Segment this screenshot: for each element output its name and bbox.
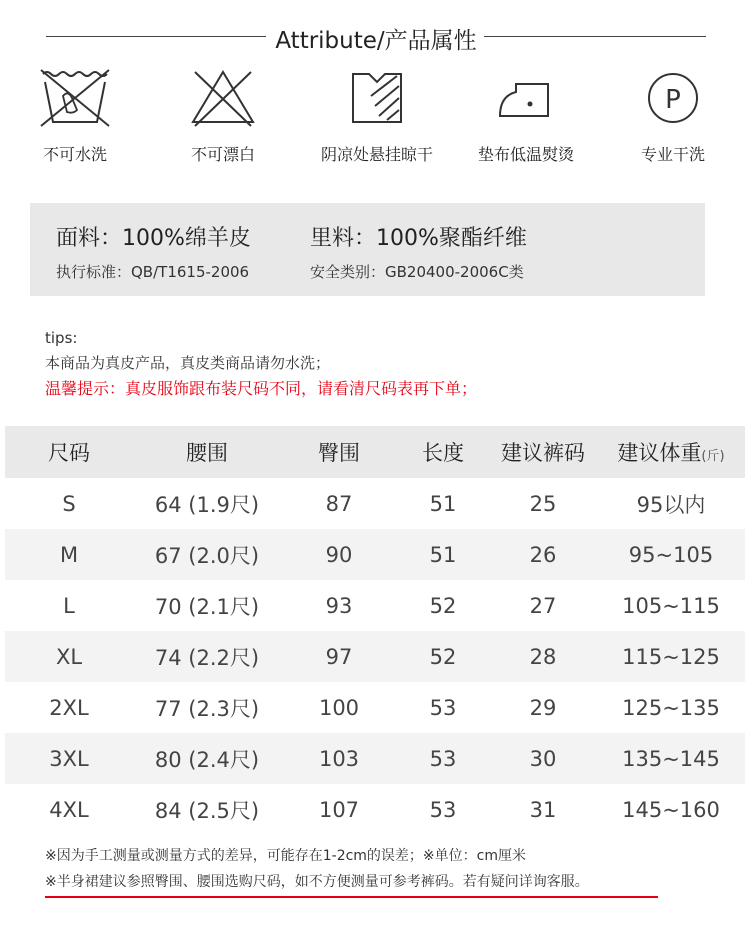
cell-waist: 74 (2.2尺): [133, 631, 281, 682]
cell-hip: 87: [325, 491, 353, 516]
header-weight-label: 建议体重: [617, 441, 702, 465]
cell-weight: 135~145: [597, 733, 745, 784]
iron-low-icon: [486, 66, 566, 130]
care-item-dry-clean: [598, 66, 748, 165]
header-size: 尺码: [5, 426, 133, 478]
cell-weight: 115~125: [597, 631, 745, 682]
safety-text: 安全类别：GB20400-2006C类: [310, 263, 524, 281]
care-item-no-wash: [0, 66, 150, 165]
cell-hip: 100: [318, 695, 360, 720]
header-hip: 臀围: [281, 426, 397, 478]
cell-weight: 95~105: [597, 529, 745, 580]
cell-length: 52: [429, 593, 457, 618]
dry-clean-symbol: P: [665, 85, 681, 115]
cell-pants-size: 31: [529, 797, 557, 822]
size-table-header: [5, 426, 745, 478]
tips-block: [45, 326, 477, 401]
header-weight-unit: (斤): [701, 449, 725, 464]
cell-waist: 77 (2.3尺): [154, 696, 260, 721]
attribute-header: [0, 18, 750, 54]
cell-waist: 64 (1.9尺): [154, 492, 260, 517]
no-bleach-icon: [183, 66, 263, 130]
note-line-2: ※半身裙建议参照臀围、腰围选购尺码，如不方便测量可参考裤码。若有疑问详询客服。: [45, 874, 589, 890]
table-row: [5, 784, 745, 835]
cell-size: L: [63, 593, 75, 618]
cell-length: 52: [397, 631, 489, 682]
care-item-no-bleach: [148, 66, 298, 165]
cell-waist: 67 (2.0尺): [133, 529, 281, 580]
cell-hip: 93: [325, 593, 353, 618]
note-underline: [45, 896, 658, 898]
cell-weight: 145~160: [622, 797, 720, 822]
cell-waist: 84 (2.5尺): [154, 798, 260, 823]
care-label-iron-low: 垫布低温熨烫: [477, 145, 574, 164]
cell-size: M: [5, 529, 133, 580]
header-length: 长度: [397, 426, 489, 478]
size-table: [5, 426, 745, 835]
header-waist: 腰围: [133, 426, 281, 478]
lining-text: 里料：100%聚酯纤维: [310, 226, 527, 251]
cell-weight: 125~135: [622, 695, 720, 720]
cell-pants-size: 28: [489, 631, 597, 682]
cell-size: 4XL: [49, 797, 89, 822]
table-row: [5, 631, 745, 682]
standard-text: 执行标准：QB/T1615-2006: [56, 263, 250, 281]
cell-weight: 95以内: [636, 492, 706, 517]
cell-hip: 90: [281, 529, 397, 580]
fabric-text: 面料：100%绵羊皮: [56, 226, 251, 251]
cell-length: 51: [397, 529, 489, 580]
cell-length: 53: [397, 733, 489, 784]
cell-pants-size: 29: [529, 695, 557, 720]
cell-waist: 70 (2.1尺): [154, 594, 260, 619]
tips-line-1: 本商品为真皮产品，真皮类商品请勿水洗；: [45, 354, 331, 372]
care-item-iron-low: [451, 66, 601, 165]
care-instructions: [0, 66, 750, 166]
table-row: [5, 580, 745, 631]
material-panel: [30, 203, 705, 296]
cell-weight: 105~115: [622, 593, 720, 618]
shade-hang-dry-icon: [337, 66, 417, 130]
cell-hip: 107: [318, 797, 360, 822]
cell-pants-size: 26: [489, 529, 597, 580]
cell-pants-size: 30: [489, 733, 597, 784]
cell-length: 53: [429, 797, 457, 822]
care-label-no-wash: 不可水洗: [42, 145, 107, 164]
cell-hip: 97: [281, 631, 397, 682]
header-pants-size: 建议裤码: [489, 426, 597, 478]
tips-warning: 温馨提示：真皮服饰跟布装尺码不同，请看清尺码表再下单；: [45, 379, 478, 398]
table-row: [5, 733, 745, 784]
no-wash-icon: [35, 66, 115, 130]
header-divider-right: [484, 36, 706, 37]
cell-length: 51: [429, 491, 457, 516]
cell-pants-size: 25: [529, 491, 557, 516]
cell-size: S: [62, 491, 76, 516]
cell-waist: 80 (2.4尺): [133, 733, 281, 784]
dry-clean-p-icon: [633, 66, 713, 130]
notes-block: [45, 843, 589, 895]
cell-size: 3XL: [5, 733, 133, 784]
cell-size: XL: [5, 631, 133, 682]
cell-pants-size: 27: [529, 593, 557, 618]
header-weight: [597, 426, 745, 478]
care-label-dry-clean: 专业干洗: [640, 145, 705, 164]
cell-size: 2XL: [49, 695, 89, 720]
cell-hip: 103: [281, 733, 397, 784]
cell-length: 53: [429, 695, 457, 720]
tips-title: tips:: [45, 329, 78, 347]
table-row: [5, 529, 745, 580]
table-row: [5, 478, 745, 529]
table-row: [5, 682, 745, 733]
care-item-shade-dry: [302, 66, 452, 165]
header-divider-left: [46, 36, 266, 37]
note-line-1: ※因为手工测量或测量方式的差异，可能存在1-2cm的误差；※单位：cm厘米: [45, 848, 526, 864]
page-title: Attribute/产品属性: [275, 28, 477, 54]
care-label-no-bleach: 不可漂白: [190, 145, 255, 164]
care-label-shade-dry: 阴凉处悬挂晾干: [320, 145, 433, 164]
